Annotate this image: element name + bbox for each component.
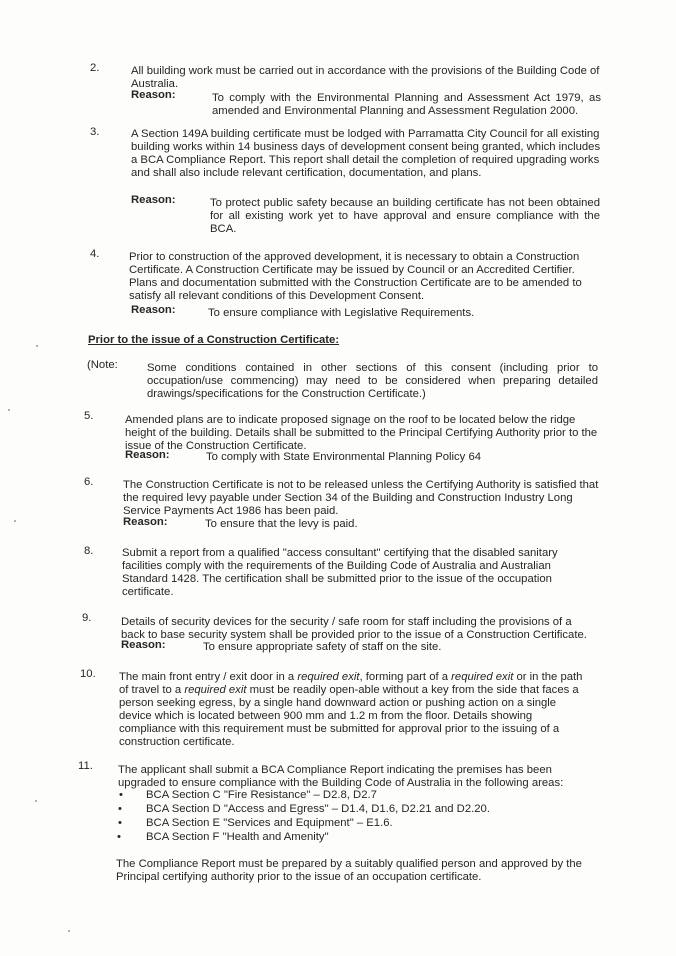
item-number: 9.: [82, 612, 92, 624]
section-heading: Prior to the issue of a Construction Certificate:: [88, 334, 340, 346]
item-text: The applicant shall submit a BCA Compliance Report indicating the premises has been upgraded to ensure compliance with the Building Code of Australia in the following areas:: [118, 764, 564, 789]
reason-text: To ensure appropriate safety of staff on the site.: [203, 641, 442, 653]
note-text: Some conditions contained in other sections of this consent (including prior to occupation/use commencing) may need to be considered when preparing detailed drawings/specifications for the Construction Certificate.): [147, 362, 598, 400]
closing-paragraph: The Compliance Report must be prepared by a suitably qualified person and approved by the Principal certifying authority prior to the issue of an occupation certificate.: [116, 858, 582, 883]
bullet-item: BCA Section D "Access and Egress" – D1.4, D1.6, D2.21 and D2.20.: [146, 803, 490, 815]
item-text: Amended plans are to indicate proposed signage on the roof to be located below the ridge height of the building. Details shall be submitted to the Principal Certifying Authority prior to the issue of the Construction Certificate.: [125, 414, 598, 452]
reason-label: Reason:: [121, 639, 166, 651]
scan-speck: [68, 930, 70, 932]
item-text: Submit a report from a qualified "access consultant" certifying that the disabled sanitary facilities comply with the requirements of the Building Code of Australia and Australian Standard 1428. The certification shall be submitted prior to the issue of the occupation certificate.: [122, 547, 558, 598]
bullet: •: [118, 817, 122, 829]
item-number: 8.: [84, 545, 94, 557]
item-number: 3.: [90, 126, 100, 138]
reason-text: To comply with State Environmental Planning Policy 64: [206, 451, 482, 463]
item-number: 4.: [90, 248, 100, 260]
item-text: Details of security devices for the security / safe room for staff including the provisions of a back to base security system shall be provided prior to the issue of a Construction Certificate.: [121, 616, 587, 641]
bullet: •: [117, 831, 121, 843]
bullet-item: BCA Section C "Fire Resistance" – D2.8, D2.7: [146, 789, 377, 801]
item-number: 11.: [78, 760, 93, 772]
item-text: The Construction Certificate is not to be released unless the Certifying Authority is satisfied that the required levy payable under Section 34 of the Building and Construction Industry Long Service Payments Act 1986 has been paid.: [123, 479, 599, 517]
item-text: All building work must be carried out in accordance with the provisions of the Building Code of Australia.: [131, 65, 600, 90]
item-number: 6.: [84, 476, 94, 488]
item-text: Prior to construction of the approved development, it is necessary to obtain a Construction Certificate. A Construction Certificate may be issued by Council or an Accredited Certifier. Plans and documentation submitted with the Construction Certificate are to be amended to satisfy all relevant conditions of this Development Consent.: [129, 251, 582, 302]
scan-speck: [8, 409, 10, 411]
note-label: (Note:: [87, 359, 118, 371]
reason-label: Reason:: [131, 194, 176, 206]
scan-speck: [14, 520, 16, 522]
item-number: 2.: [90, 62, 100, 74]
reason-label: Reason:: [131, 304, 176, 316]
reason-label: Reason:: [125, 449, 170, 461]
reason-text: To comply with the Environmental Planning and Assessment Act 1979, as amended and Environmental Planning and Assessment Regulation 2000.: [212, 92, 601, 117]
reason-label: Reason:: [131, 89, 176, 101]
bullet-item: BCA Section E "Services and Equipment" – E1.6.: [146, 817, 393, 829]
scan-speck: [35, 800, 37, 802]
reason-text: To ensure that the levy is paid.: [205, 518, 358, 530]
reason-text: To ensure compliance with Legislative Requirements.: [208, 307, 475, 319]
item-number: 5.: [84, 410, 94, 422]
scan-speck: [36, 345, 38, 347]
reason-text: To protect public safety because an building certificate has not been obtained for all existing work yet to have approval and ensure compliance with the BCA.: [210, 197, 600, 235]
bullet: •: [118, 803, 122, 815]
bullet-item: BCA Section F "Health and Amenity": [146, 831, 329, 843]
item-text: The main front entry / exit door in a required exit, forming part of a required exit or in the path of travel to a required exit must be readily open-able without a key from the side that faces a person seeking egress, by a single hand downward action or pushing action on a single device which is located between 900 mm and 1.2 m from the floor. Details showing compliance with this requirement must be submitted for approval prior to the issuing of a construction certificate.: [119, 671, 583, 748]
bullet: •: [119, 789, 123, 801]
reason-label: Reason:: [123, 516, 168, 528]
item-text: A Section 149A building certificate must be lodged with Parramatta City Council for all existing building works within 14 business days of development consent being granted, which includes a BCA Compliance Report. This report shall detail the completion of required upgrading works and shall also include relevant certification, documentation, and plans.: [131, 128, 601, 179]
item-number: 10.: [80, 668, 96, 680]
